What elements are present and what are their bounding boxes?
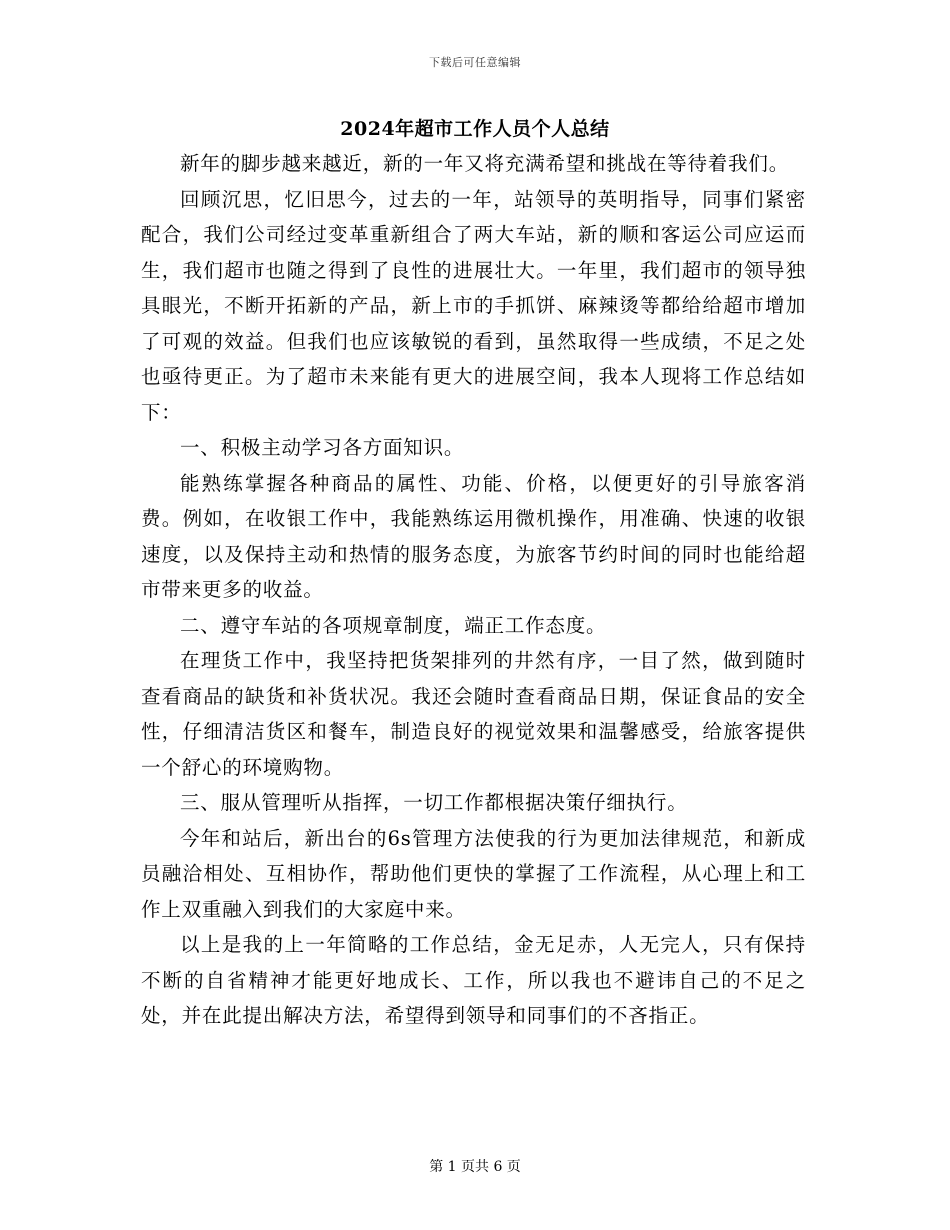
document-title: 2024年超市工作人员个人总结 [340, 118, 610, 140]
page-header-note: 下载后可任意编辑 [429, 56, 521, 69]
paragraph-review: 回顾沉思，忆旧思今，过去的一年，站领导的英明指导，同事们紧密配合，我们公司经过变革重新组合了两大车站，新的顺和客运公司应运而生，我们超市也随之得到了良性的进展壮大。一年里，我们超市的领导独具眼光，不断开拓新的产品，新上市的手抓饼、麻辣烫等都给给超市增加了可观的效益。但我们也应该敏锐的看到，虽然取得一些成绩，不足之处也亟待更正。为了超市未来能有更大的进展空间，我本人现将工作总结如下： [141, 187, 806, 424]
paragraph-conclusion: 以上是我的上一年简略的工作总结，金无足赤，人无完人，只有保持不断的自省精神才能更好地成长、工作，所以我也不避讳自己的不足之处，并在此提出解决方法，希望得到领导和同事们的不吝指正。 [141, 933, 806, 1027]
document-body [141, 146, 806, 1034]
section-heading-1: 一、积极主动学习各方面知识。 [180, 436, 465, 459]
section-heading-2: 二、遵守车站的各项规章制度，端正工作态度。 [180, 613, 607, 637]
section-heading-3: 三、服从管理听从指挥，一切工作都根据决策仔细执行。 [180, 791, 688, 814]
paragraph-section-3: 今年和站后，新出台的6s管理方法使我的行为更加法律规范，和新成员融洽相处、互相协作，帮助他们更快的掌握了工作流程，从心理上和工作上双重融入到我们的大家庭中来。 [141, 826, 806, 921]
paragraph-section-1: 能熟练掌握各种商品的属性、功能、价格，以便更好的引导旅客消费。例如，在收银工作中，我能熟练运用微机操作，用准确、快速的收银速度，以及保持主动和热情的服务态度，为旅客节约时间的同时也能给超市带来更多的收益。 [141, 471, 806, 601]
page-number-footer: 第 1 页共 6 页 [429, 1159, 521, 1175]
paragraph-intro: 新年的脚步越来越近，新的一年又将充满希望和挑战在等待着我们。 [180, 152, 790, 175]
paragraph-section-2: 在理货工作中，我坚持把货架排列的井然有序，一目了然，做到随时查看商品的缺货和补货状况。我还会随时查看商品日期，保证食品的安全性，仔细清洁货区和餐车，制造良好的视觉效果和温馨感受，给旅客提供一个舒心的环境购物。 [141, 649, 806, 779]
